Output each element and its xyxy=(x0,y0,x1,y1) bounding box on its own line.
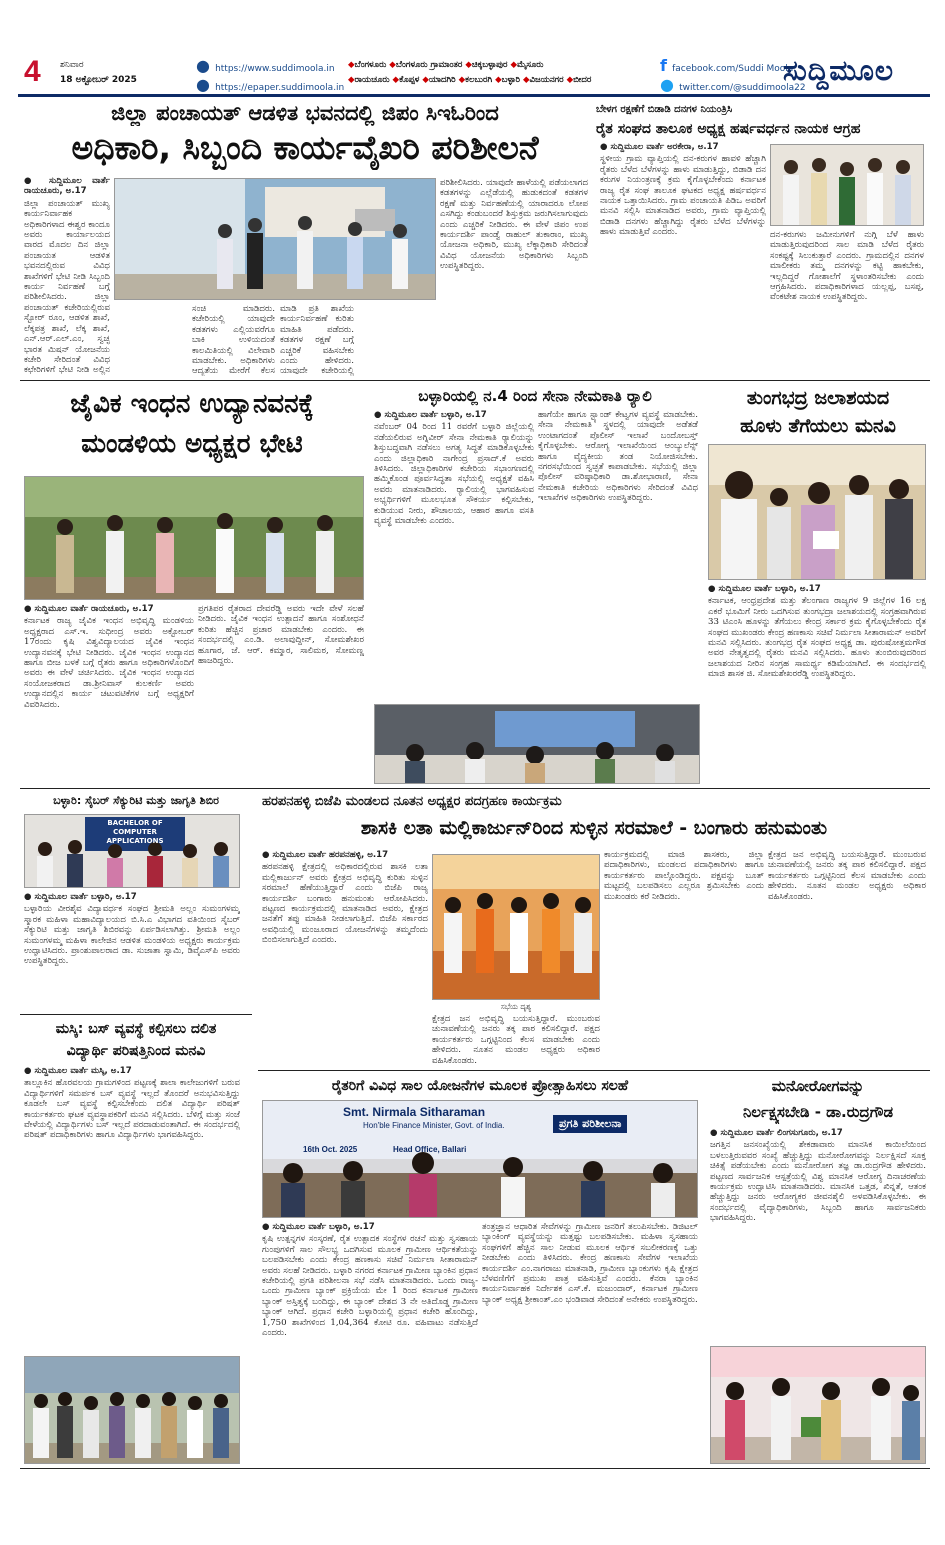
city-link-a-3[interactable]: ಮೈಸೂರು xyxy=(517,60,544,70)
dateline-label: ● ಸುದ್ದಿಮೂಲ ವಾರ್ತೆ xyxy=(24,176,110,186)
story2-col2: ದನ-ಕರುಗಳು ಜಮೀನುಗಳಿಗೆ ನುಗ್ಗಿ ಬೆಳೆ ಹಾಳು ಮಾಡುತ್ತಿರುವುದರಿಂದ ಸಾಲ ಮಾಡಿ ಬೆಳೆದ ರೈತರು ಸಂಕಷ್ಟಕ್ಕೆ ಸಿಲುಕುತ್ತಾರೆ ಎಂದರು. ಗ್ರಾಮದಲ್ಲಿನ ದನಗಳ ಮಾಲೀಕರು ತಮ್ಮ ದನಗಳನ್ನು ಕಟ್ಟಿ ಹಾಕಬೇಕು, ಇಲ್ಲದಿದ್ದರೆ ಗೋಶಾಲೆಗೆ ಸ್ಥಳಾಂತರಿಸಬೇಕು ಎಂದು ಆಗ್ರಹಿಸಿದರು. ಪದಾಧಿಕಾರಿಗಳಾದ ಯಲ್ಲಪ್ಪ, ಬಸಪ್ಪ, ವೆಂಕಟೇಶ ನಾಯಕ ಉಪಸ್ಥಿತರಿದ್ದರು. xyxy=(770,230,924,303)
page-number: 4 xyxy=(24,55,41,88)
city-link-b-3[interactable]: ಕಲಬುರಗಿ xyxy=(465,75,496,85)
story1-col4: ಪರಿಶೀಲಿಸಿದರು. ಯಾವುದೇ ಹಾಳೆಯಲ್ಲಿ ಪಡೆಯಲಾಗದ ಕಡತಗಳನ್ನು ಎಲ್ಲೆಡೆಯಲ್ಲಿ ಹುಡುಕದಂತೆ ಕಡತಗಳ ರಕ್ಷಣೆ ಮತ್ತು ನಿರ್ವಹಣೆಯಲ್ಲಿ ಯಾರಾದರೂ ಲೋಪ ಎಸಗಿದ್ದು ಕಂಡುಬಂದರೆ ಶಿಸ್ತುಕ್ರಮ ಜರುಗಿಸಲಾಗುವುದು ಎಂದು ಎಚ್ಚರಿಕೆ ನೀಡಿದರು. ಈ ವೇಳೆ ಜಿಪಂ ಉಪ ಕಾರ್ಯದರ್ಶಿ ಪಾಂಡ್ವೆ ರಾಹುಲ್ ತುಕಾರಾಂ, ಮುಖ್ಯ ಯೋಜನಾ ಅಧಿಕಾರಿ, ಮುಖ್ಯ ಲೆಕ್ಕಾಧಿಕಾರಿ ಸೇರಿದಂತೆ ವಿವಿಧ ಯೋಜನೆಯ ಅಧಿಕಾರಿಗಳು ಸಿಬ್ಬಂದಿ ಉಪಸ್ಥಿತರಿದ್ದರು. xyxy=(440,178,588,272)
city-link-b-4[interactable]: ಬಳ್ಳಾರಿ xyxy=(501,75,523,85)
twitter-icon: ● xyxy=(660,75,674,94)
story4-col2: ಹಾಗೆಯೇ ಹಾಗೂ ಸ್ಟ್ಯಾಂಡ್ ಕೇಟ್ವಗಳ ವ್ಯವಸ್ಥೆ ಮಾಡಬೇಕು. ಸೇನಾ ನೇಮಕಾತಿ ಸ್ಥಳದಲ್ಲಿ ಯಾವುದೇ ಅಡೆತಡೆ ಉಂಟಾಗದಂತೆ ಪೊಲೀಸ್ ಇಲಾಖೆ ಬಂದೋಬಸ್ತ್ ಕೈಗೊಳ್ಳಬೇಕು. ಆರೋಗ್ಯ ಇಲಾಖೆಯಿಂದ ಆಂಬ್ಯುಲೆನ್ಸ್ ಹಾಗೂ ವೈದ್ಯಕೀಯ ತಂಡ ನಿಯೋಜಿಸಬೇಕು. ನಗರಸಭೆಯಿಂದ ಸ್ವಚ್ಛತೆ ಕಾಪಾಡಬೇಕು. ಸಭೆಯಲ್ಲಿ ಜಿಲ್ಲಾ ಪೊಲೀಸ್ ವರಿಷ್ಠಾಧಿಕಾರಿ ಡಾ.ಶೋಭಾರಾಣಿ, ಸೇನಾ ನೇಮಕಾತಿ ಕಚೇರಿಯ ಅಧಿಕಾರಿಗಳು ಸೇರಿದಂತೆ ವಿವಿಧ ಇಲಾಖೆಗಳ ಅಧಿಕಾರಿಗಳು ಉಪಸ್ಥಿತರಿದ್ದರು. xyxy=(538,410,698,504)
story3-dateline: ರಾಯಚೂರು, ಅ.17 xyxy=(90,604,154,614)
story5-photo xyxy=(708,444,926,580)
story5-headline-line2: ಹೂಳು ತೆಗೆಯಲು ಮನವಿ xyxy=(740,415,896,437)
story10-dateline: ಲಿಂಗಸುಗೂರು, ಅ.17 xyxy=(776,1128,843,1138)
story1-col2: ಸಂಚಿ ಮಾಡಿದರು. ಕಚೇರಿಯಲ್ಲಿ ಯಾವುದೇ ಕಡತಗಳು ಎಲ್ಲಿಯವರೆಗೂ ಬಾಕಿ ಉಳಿಯದಂತೆ ಕಾಲಮಿತಿಯಲ್ಲಿ ವಿಲೇವಾರಿ ಮಾಡಬೇಕು. ಅಧಿಕಾರಿಗಳು ಆದ್ಯತೆಯ ಮೇರೆಗೆ ಕೆಲಸ xyxy=(192,304,275,376)
story10-headline-line1: ಮನೋರೋಗವನ್ನು xyxy=(771,1077,865,1095)
site-link[interactable]: https://www.suddimoola.in xyxy=(215,64,335,74)
facebook-link[interactable]: facebook.com/Suddi Moola xyxy=(672,64,794,74)
issue-date: 18 ಅಕ್ಟೋಬರ್ 2025 xyxy=(60,75,137,85)
story1-photo xyxy=(114,178,436,300)
twitter-link[interactable]: twitter.com/@suddimoola22 xyxy=(679,83,806,93)
city-bullet-icon: ◆ xyxy=(389,60,396,70)
story2-kicker: ಬೇಳಗ ರಕ್ಷಣೆಗೆ ಬಿಡಾಡಿ ದನಗಳ ನಿಯಂತ್ರಿಸಿ xyxy=(596,104,733,115)
city-bullet-icon: ◆ xyxy=(510,60,518,70)
story10-photo xyxy=(710,1346,926,1464)
story9-banner-office: Head Office, Ballari xyxy=(393,1145,467,1154)
city-nav xyxy=(348,58,678,88)
story7-photo xyxy=(24,1356,240,1464)
story8-headline: ಶಾಸಕಿ ಲತಾ ಮಲ್ಲಿಕಾರ್ಜುನ್‌ರಿಂದ ಸುಳ್ಳಿನ ಸರಮಾಲೆ - ಬಂಗಾರು ಹನುಮಂತು xyxy=(360,817,828,839)
story6-photo xyxy=(24,814,240,888)
story1-col1: ಜಿಲ್ಲಾ ಪಂಚಾಯತ್ ಮುಖ್ಯ ಕಾರ್ಯನಿರ್ವಾಹಕ ಅಧಿಕಾರಿಗಳಾದ ಈಶ್ವರ ಕಾಂದೂ ಅವರು ಕಾರ್ಯಾಲಯದ ವಾರದ ಮೊದಲ ದಿನ ಜಿಲ್ಲಾ ಪಂಚಾಯತ ಆಡಳಿತ ಭವನದಲ್ಲಿರುವ ವಿವಿಧ ಶಾಖೆಗಳಿಗೆ ಭೇಟಿ ನೀಡಿ ಸಿಬ್ಬಂದಿ ಕಾರ್ಯ ನಿರ್ವಹಣೆ ಬಗ್ಗೆ ಪರಿಶೀಲಿಸಿದರು. ಜಿಲ್ಲಾ ಪಂಚಾಯತ್ ಕಚೇರಿಯಲ್ಲಿರುವ ಸ್ಟೋರ್ ರೂಂ, ಆಡಳಿತ ಶಾಖೆ, ಲೆಕ್ಕಪತ್ರ ಶಾಖೆ, ಲೆಕ್ಕ ಶಾಖೆ, ಎನ್.ಆರ್.ಎಲ್.ಎಂ, ಸ್ವಚ್ಛ ಭಾರತ ಮಿಷನ್ ಯೋಜನೆಯ ಕಚೇರಿ ಸೇರಿದಂತೆ ವಿವಿಧ ಕಛೇರಿಗಳಿಗೆ ಭೇಟಿ ನೀಡಿ ಅಲ್ಲಿನ xyxy=(24,198,110,376)
story6-dateline: ಬಳ್ಳಾರಿ, ಅ.17 xyxy=(90,892,137,902)
story9-dateline: ಬಳ್ಳಾರಿ, ಅ.17 xyxy=(328,1222,375,1232)
city-link-b-1[interactable]: ಕೊಪ್ಪಳ xyxy=(399,75,423,85)
story8-col2: ಕ್ಷೇತ್ರದ ಜನ ಅಭಿವೃದ್ಧಿ ಬಯಸುತ್ತಿದ್ದಾರೆ. ಮುಂಬರುವ ಚುನಾವಣೆಯಲ್ಲಿ ಜನರು ತಕ್ಕ ಪಾಠ ಕಲಿಸಲಿದ್ದಾರೆ. ಪಕ್ಷದ ಕಾರ್ಯಕರ್ತರು ಒಗ್ಗಟ್ಟಿನಿಂದ ಕೆಲಸ ಮಾಡಬೇಕು ಎಂದು ಹೇಳಿದರು. ನೂತನ ಮಂಡಲ ಅಧ್ಯಕ್ಷರು ಅಧಿಕಾರ ವಹಿಸಿಕೊಂಡರು. xyxy=(432,1014,600,1066)
city-link-b-6[interactable]: ಬೀದರ xyxy=(573,75,592,85)
story7-headline-line2: ವಿದ್ಯಾರ್ಥಿ ಪರಿಷತ್ತಿನಿಂದ ಮನವಿ xyxy=(66,1043,206,1059)
story9-banner-title: Hon'ble Finance Minister, Govt. of India. xyxy=(363,1121,505,1130)
story8-col3: ಕಾರ್ಯಕ್ರಮದಲ್ಲಿ ಮಾಜಿ ಶಾಸಕರು, ಜಿಲ್ಲಾ ಪದಾಧಿಕಾರಿಗಳು, ಮಂಡಲದ ಪದಾಧಿಕಾರಿಗಳು ಹಾಗೂ ಕಾರ್ಯಕರ್ತರು ಪಾಲ್ಗೊಂಡಿದ್ದರು. ಪಕ್ಷವನ್ನು ಬೂತ್ ಮಟ್ಟದಲ್ಲಿ ಬಲಪಡಿಸಲು ಎಲ್ಲರೂ ಶ್ರಮಿಸಬೇಕು ಎಂದು ಮುಖಂಡರು ಕರೆ ನೀಡಿದರು. xyxy=(604,850,764,902)
story3-headline-line2: ಮಂಡಳಿಯ ಅಧ್ಯಕ್ಷರ ಭೇಟಿ xyxy=(81,429,303,459)
city-bullet-icon: ◆ xyxy=(392,75,400,85)
city-link-a-2[interactable]: ಚಿಕ್ಕಬಳ್ಳಾಪುರ xyxy=(471,60,511,70)
story2-headline: ರೈತ ಸಂಘದ ತಾಲೂಕ ಅಧ್ಯಕ್ಷ ಹರ್ಷವರ್ಧನ ನಾಯಕ ಆಗ್ರಹ xyxy=(596,121,861,137)
story10-col1: ಜಗತ್ತಿನ ಜನಸಂಖ್ಯೆಯಲ್ಲಿ ಶೇಕಡಾವಾರು ಮಾನಸಿಕ ಕಾಯಿಲೆಯಿಂದ ಬಳಲುತ್ತಿರುವವರ ಸಂಖ್ಯೆ ಹೆಚ್ಚುತ್ತಿದ್ದು ಮನೋರೋಗವನ್ನು ನಿರ್ಲಕ್ಷಿಸದೆ ಸೂಕ್ತ ಚಿಕಿತ್ಸೆ ಪಡೆಯಬೇಕು ಎಂದು ಮನೋರೋಗ ತಜ್ಞ ಡಾ.ರುದ್ರಗೌಡ ಹೇಳಿದರು. ಪಟ್ಟಣದ ಸಾರ್ವಜನಿಕ ಆಸ್ಪತ್ರೆಯಲ್ಲಿ ವಿಶ್ವ ಮಾನಸಿಕ ಆರೋಗ್ಯ ದಿನಾಚರಣೆಯ ಕಾರ್ಯಕ್ರಮ ಉದ್ಘಾಟಿಸಿ ಮಾತನಾಡಿದರು. ಮಾನಸಿಕ ಒತ್ತಡ, ಖಿನ್ನತೆ, ಆತಂಕ ಹೆಚ್ಚುತ್ತಿದ್ದು ಜನರು ಆರೋಗ್ಯಕರ ಜೀವನಶೈಲಿ ಅಳವಡಿಸಿಕೊಳ್ಳಬೇಕು. ಈ ಸಂದರ್ಭದಲ್ಲಿ ವೈದ್ಯಾಧಿಕಾರಿಗಳು, ಸಿಬ್ಬಂದಿ ಹಾಗೂ ಸಾರ್ವಜನಿಕರು ಭಾಗವಹಿಸಿದ್ದರು. xyxy=(710,1140,926,1224)
story3-col1: ಕರ್ನಾಟಕ ರಾಜ್ಯ ಜೈವಿಕ ಇಂಧನ ಅಭಿವೃದ್ಧಿ ಮಂಡಳಿಯ ಅಧ್ಯಕ್ಷರಾದ ಎಸ್.ಇ. ಸುಧೀಂದ್ರ ಅವರು ಅಕ್ಟೋಬರ್ 17ರಂದು ಕೃಷಿ ವಿಶ್ವವಿದ್ಯಾಲಯದ ಜೈವಿಕ ಇಂಧನ ಉದ್ಯಾನವನಕ್ಕೆ ಭೇಟಿ ನೀಡಿದರು. ಜೈವಿಕ ಇಂಧನ ಉದ್ಯಾನದ ಹಾಗೂ ಬೀಜ ಬಳಕೆ ಬಗ್ಗೆ ರೈತರು ಹಾಗೂ ಅಧಿಕಾರಿಗಳೊಂದಿಗೆ ಅವರು ಈ ವೇಳೆ ಚರ್ಚಿಸಿದರು. ಜೈವಿಕ ಇಂಧನ ಉದ್ಯಾನದ ಸಂಯೋಜಕರಾದ ಡಾ.ಶ್ರೀನಿವಾಸ್ ಕುಲಕರ್ಣಿ ಅವರು ಉದ್ಯಾನದಲ್ಲಿನ ಕಾರ್ಯ ಚಟುವಟಿಕೆಗಳ ಬಗ್ಗೆ ಅಧ್ಯಕ್ಷರಿಗೆ ವಿವರಿಸಿದರು. xyxy=(24,616,194,710)
story6-banner-text: BACHELOR OF COMPUTER APPLICATIONS xyxy=(106,819,164,845)
story9-photo xyxy=(262,1100,698,1218)
story2-photo xyxy=(770,144,924,226)
story2-col1: ಸ್ಥಳೀಯ ಗ್ರಾಮ ವ್ಯಾಪ್ತಿಯಲ್ಲಿ ದನ-ಕರುಗಳ ಹಾವಳಿ ಹೆಚ್ಚಾಗಿ ರೈತರು ಬೆಳೆದ ಬೆಳೆಗಳನ್ನು ಹಾಳು ಮಾಡುತ್ತಿದ್ದು, ಬಿಡಾಡಿ ದನ ಕರುಗಳ ನಿಯಂತ್ರಣಕ್ಕೆ ಕ್ರಮ ಕೈಗೊಳ್ಳಬೇಕೆಂದು ಕರ್ನಾಟಕ ರಾಜ್ಯ ರೈತ ಸಂಘ ತಾಲೂಕ ಘಟಕದ ಅಧ್ಯಕ್ಷ ಹರ್ಷವರ್ಧನ ನಾಯಕ ಒತ್ತಾಯಿಸಿದರು. ಗ್ರಾಮ ಪಂಚಾಯತಿ ಪಿಡಿಒ ಅವರಿಗೆ ಮನವಿ ಸಲ್ಲಿಸಿ ಮಾತನಾಡಿದ ಅವರು, ಗ್ರಾಮ ವ್ಯಾಪ್ತಿಯಲ್ಲಿ ಬಿಡಾಡಿ ದನಗಳು ಹೆಚ್ಚಾಗಿದ್ದು ರೈತರು ಬೆಳೆದ ಬೆಳೆಗಳನ್ನು ಹಾಳು ಮಾಡುತ್ತಿವೆ ಎಂದರು. xyxy=(600,154,766,238)
story4-headline: ಬಳ್ಳಾರಿಯಲ್ಲಿ ನ.4 ರಿಂದ ಸೇನಾ ನೇಮಕಾತಿ ರ್‍ಯಾಲಿ xyxy=(418,387,652,405)
globe-icon: ● xyxy=(196,56,210,75)
story6-col1: ಬಳ್ಳಾರಿಯ ವೀರಶೈವ ವಿದ್ಯಾವರ್ಧಕ ಸಂಘದ ಶ್ರೀಮತಿ ಅಲ್ಲಂ ಸುಮಂಗಳಮ್ಮ ಸ್ಮಾರಕ ಮಹಿಳಾ ಮಹಾವಿದ್ಯಾಲಯದ ಬಿ.ಸಿ.ಎ ವಿಭಾಗದ ವತಿಯಿಂದ ಸೈಬರ್ ಸೆಕ್ಯುರಿಟಿ ಮತ್ತು ಜಾಗೃತಿ ಶಿಬಿರವನ್ನು ಏರ್ಪಡಿಸಲಾಗಿತ್ತು. ಶ್ರೀಮತಿ ಅಲ್ಲಂ ಸುಮಂಗಳಮ್ಮ ಮಹಿಳಾ ಕಾಲೇಜಿನ ಆಡಳಿತ ಮಂಡಳಿಯ ಅಧ್ಯಕ್ಷರು ಕಾರ್ಯಕ್ರಮ ಉದ್ಘಾಟಿಸಿದರು. ಪ್ರಾಂಶುಪಾಲರಾದ ಡಾ. ಸುಜಾತಾ ಸ್ವಾಮಿ, ಡಿವೈಎಸ್‌ಪಿ ಅವರು ಉಪಸ್ಥಿತರಿದ್ದರು. xyxy=(24,904,240,967)
facebook-icon: f xyxy=(660,56,667,75)
story7-dateline: ಮಸ್ಕಿ, ಅ.17 xyxy=(90,1066,132,1076)
story1-col3: ಮಾಡಿ ಪ್ರತಿ ಶಾಖೆಯ ಕಾರ್ಯನಿರ್ವಹಣೆ ಕುರಿತು ಮಾಹಿತಿ ಪಡೆದರು. ಕಡತಗಳ ರಕ್ಷಣೆ ಬಗ್ಗೆ ಎಚ್ಚರಿಕೆ ವಹಿಸಬೇಕು ಎಂದು ಹೇಳಿದರು. ಯಾವುದೇ ಕಚೇರಿಯಲ್ಲಿ xyxy=(280,304,354,376)
city-bullet-icon: ◆ xyxy=(522,75,530,85)
story7-headline-line1: ಮಸ್ಕಿ: ಬಸ್ ವ್ಯವಸ್ಥೆ ಕಲ್ಪಿಸಲು ದಲಿತ xyxy=(55,1021,217,1037)
story8-photo xyxy=(432,854,600,1000)
city-bullet-icon: ◆ xyxy=(458,75,466,85)
city-link-b-2[interactable]: ಯಾದಗಿರಿ xyxy=(428,75,459,85)
story9-banner-date: 16th Oct. 2025 xyxy=(303,1145,358,1154)
story8-dateline: ಹರಪನಹಳ್ಳಿ, ಅ.17 xyxy=(328,850,389,860)
story1-kicker: ಜಿಲ್ಲಾ ಪಂಚಾಯತ್ ಆಡಳಿತ ಭವನದಲ್ಲಿ ಜಿಪಂ ಸಿಇಓರಿಂದ xyxy=(111,101,499,125)
story1-headline: ಅಧಿಕಾರಿ, ಸಿಬ್ಬಂದಿ ಕಾರ್ಯವೈಖರಿ ಪರಿಶೀಲನೆ xyxy=(71,128,539,167)
city-bullet-icon: ◆ xyxy=(348,60,355,70)
story8-col3b: ಕ್ಷೇತ್ರದ ಜನ ಅಭಿವೃದ್ಧಿ ಬಯಸುತ್ತಿದ್ದಾರೆ. ಮುಂಬರುವ ಚುನಾವಣೆಯಲ್ಲಿ ಜನರು ತಕ್ಕ ಪಾಠ ಕಲಿಸಲಿದ್ದಾರೆ. ಪಕ್ಷದ ಕಾರ್ಯಕರ್ತರು ಒಗ್ಗಟ್ಟಿನಿಂದ ಕೆಲಸ ಮಾಡಬೇಕು ಎಂದು ಹೇಳಿದರು. ನೂತನ ಮಂಡಲ ಅಧ್ಯಕ್ಷರು ಅಧಿಕಾರ ವಹಿಸಿಕೊಂಡರು. xyxy=(768,850,926,902)
story2-dateline: ಅರಕೇರಾ, ಅ.17 xyxy=(666,142,719,152)
story4-dateline: ಬಳ್ಳಾರಿ, ಅ.17 xyxy=(440,410,487,420)
issue-day: ಶನಿವಾರ xyxy=(60,60,84,70)
story9-col2: ತಂತ್ರಜ್ಞಾನ ಆಧಾರಿತ ಸೇವೆಗಳನ್ನು ಗ್ರಾಮೀಣ ಜನರಿಗೆ ತಲುಪಿಸಬೇಕು. ಡಿಜಿಟಲ್ ಬ್ಯಾಂಕಿಂಗ್ ವ್ಯವಸ್ಥೆಯನ್ನು ಮತ್ತಷ್ಟು ಬಲಪಡಿಸಬೇಕು. ಮಹಿಳಾ ಸ್ವಸಹಾಯ ಸಂಘಗಳಿಗೆ ಹೆಚ್ಚಿನ ಸಾಲ ನೀಡುವ ಮೂಲಕ ಆರ್ಥಿಕ ಸಬಲೀಕರಣಕ್ಕೆ ಒತ್ತು ನೀಡಬೇಕು ಎಂದು ತಿಳಿಸಿದರು. ಕೇಂದ್ರ ಹಣಕಾಸು ಸೇವೆಗಳ ಇಲಾಖೆಯ ಕಾರ್ಯದರ್ಶಿ ಎಂ.ನಾಗರಾಜು ಮಾತನಾಡಿ, ಗ್ರಾಮೀಣ ಬ್ಯಾಂಕುಗಳು ಕೃಷಿ ಕ್ಷೇತ್ರದ ಬೆಳವಣಿಗೆಗೆ ಪ್ರಮುಖ ಪಾತ್ರ ವಹಿಸುತ್ತಿವೆ ಎಂದರು. ಕೆನರಾ ಬ್ಯಾಂಕಿನ ಕಾರ್ಯನಿರ್ವಾಹಕ ನಿರ್ದೇಶಕ ಎಸ್.ಕೆ. ಮಜುಂದಾರ್, ಕರ್ನಾಟಕ ಗ್ರಾಮೀಣ ಬ್ಯಾಂಕ್ ಅಧ್ಯಕ್ಷ ಶ್ರೀಕಾಂತ್.ಎಂ ಭಂಡಿವಾಡ ಸೇರಿದಂತೆ ಅನೇಕರು ಉಪಸ್ಥಿತರಿದ್ದರು. xyxy=(482,1222,698,1305)
city-bullet-icon: ◆ xyxy=(348,75,355,85)
story8-kicker: ಹರಪನಹಳ್ಳಿ ಬಿಜೆಪಿ ಮಂಡಲದ ನೂತನ ಅಧ್ಯಕ್ಷರ ಪದಗ್ರಹಣ ಕಾರ್ಯಕ್ರಮ xyxy=(262,794,562,809)
story9-headline: ರೈತರಿಗೆ ವಿವಿಧ ಸಾಲ ಯೋಜನೆಗಳ ಮೂಲಕ ಪ್ರೋತ್ಸಾಹಿಸಲು ಸಲಹೆ xyxy=(331,1078,629,1094)
masthead xyxy=(18,56,930,92)
story4-col1: ನವೆಂಬರ್ 04 ರಿಂದ 11 ರವರೆಗೆ ಬಳ್ಳಾರಿ ಜಿಲ್ಲೆಯಲ್ಲಿ ನಡೆಯಲಿರುವ ಅಗ್ನಿವೀರ್ ಸೇನಾ ನೇಮಕಾತಿ ರ್‍ಯಾಲಿಯನ್ನು ಶಿಸ್ತುಬದ್ಧವಾಗಿ ನಡೆಸಲು ಅಗತ್ಯ ಸಿದ್ಧತೆ ಮಾಡಿಕೊಳ್ಳಬೇಕು ಎಂದು ಜಿಲ್ಲಾಧಿಕಾರಿ ನಾಗೇಂದ್ರ ಪ್ರಸಾದ್.ಕೆ ಅವರು ತಿಳಿಸಿದರು. ಜಿಲ್ಲಾಧಿಕಾರಿಗಳ ಕಚೇರಿಯ ಸಭಾಂಗಣದಲ್ಲಿ ಹಮ್ಮಿಕೊಂಡ ಪೂರ್ವಸಿದ್ಧತಾ ಸಭೆಯಲ್ಲಿ ಅಧ್ಯಕ್ಷತೆ ವಹಿಸಿ ಅವರು ಮಾತನಾಡಿದರು. ರ್‍ಯಾಲಿಯಲ್ಲಿ ಭಾಗವಹಿಸುವ ಅಭ್ಯರ್ಥಿಗಳಿಗೆ ಮೂಲಭೂತ ಸೌಕರ್ಯ ಕಲ್ಪಿಸಬೇಕು, ಕುಡಿಯುವ ನೀರು, ಶೌಚಾಲಯ, ಆಹಾರ ಹಾಗೂ ವಸತಿ ವ್ಯವಸ್ಥೆ ಮಾಡಬೇಕು ಎಂದರು. xyxy=(374,422,534,527)
epaper-link[interactable]: https://epaper.suddimoola.in xyxy=(215,83,345,93)
story3-col2: ಪ್ರಗತಿಪರ ರೈತರಾದ ದೇವರೆಡ್ಡಿ ಅವರು ಇದೇ ವೇಳೆ ಸಲಹೆ ನೀಡಿದರು. ಜೈವಿಕ ಇಂಧನ ಉತ್ಪಾದನೆ ಹಾಗೂ ಸಂಶೋಧನೆ ಕುರಿತು ಹೆಚ್ಚಿನ ಪ್ರಚಾರ ಮಾಡಬೇಕು ಎಂದರು. ಈ ಸಂದರ್ಭದಲ್ಲಿ ಎಂ.ಡಿ. ಅಲಾವುದ್ದೀನ್, ಸೋಮಶೇಖರ ಹೂಗಾರ, ಜೆ. ಆರ್. ಕಮ್ಮಾರ, ಸಾಲಿಮಠ, ಸೋಮಣ್ಣ ಹಾಜರಿದ್ದರು. xyxy=(198,604,364,667)
globe-icon: ● xyxy=(196,75,210,94)
story3-photo xyxy=(24,476,364,600)
story8-photo-caption: ಸಭೆಯ ದೃಶ್ಯ xyxy=(500,1002,532,1011)
story4-photo xyxy=(374,704,700,784)
story9-banner-kn: ಪ್ರಗತಿ ಪರಿಶೀಲನಾ xyxy=(553,1115,627,1133)
story10-headline-line2: ನಿರ್ಲಕ್ಷ್ಯಸಬೇಡಿ - ಡಾ.ರುದ್ರಗೌಡ xyxy=(742,1103,894,1121)
story5-headline-line1: ತುಂಗಭದ್ರ ಜಲಾಶಯದ xyxy=(746,387,890,409)
brand-logo: ಸುದ್ದಿಮೂಲ xyxy=(783,54,895,87)
city-bullet-icon: ◆ xyxy=(465,60,472,70)
city-bullet-icon: ◆ xyxy=(566,75,574,85)
city-link-b-5[interactable]: ವಿಜಯನಗರ xyxy=(529,75,567,85)
city-link-a-0[interactable]: ಬೆಂಗಳೂರು xyxy=(354,60,390,70)
city-link-a-1[interactable]: ಬೆಂಗಳೂರು ಗ್ರಾಮಾಂತರ xyxy=(395,60,466,70)
story5-col1: ಕರ್ನಾಟಕ, ಆಂಧ್ರಪ್ರದೇಶ ಮತ್ತು ತೆಲಂಗಾಣ ರಾಜ್ಯಗಳ 9 ಜಿಲ್ಲೆಗಳ 16 ಲಕ್ಷ ಎಕರೆ ಭೂಮಿಗೆ ನೀರು ಒದಗಿಸುವ ತುಂಗಭದ್ರಾ ಜಲಾಶಯದಲ್ಲಿ ಸಂಗ್ರಹವಾಗಿರುವ 33 ಟಿಎಂಸಿ ಹೂಳನ್ನು ತೆಗೆಯಲು ಕೇಂದ್ರ ಸರ್ಕಾರ ಕ್ರಮ ಕೈಗೊಳ್ಳಬೇಕೆಂದು ರೈತ ಸಂಘದ ಮುಖಂಡರು ಕೇಂದ್ರ ಹಣಕಾಸು ಸಚಿವೆ ನಿರ್ಮಲಾ ಸೀತಾರಾಮನ್ ಅವರಿಗೆ ಮನವಿ ಸಲ್ಲಿಸಿದರು. ತುಂಗಭದ್ರ ರೈತ ಸಂಘದ ಅಧ್ಯಕ್ಷ ಡಾ. ಪುರುಷೋತ್ತಮಗೌಡ ಅವರ ನೇತೃತ್ವದಲ್ಲಿ ರೈತರು ಮನವಿ ಸಲ್ಲಿಸಿದರು. ಹೂಳು ತುಂಬಿರುವುದರಿಂದ ಜಲಾಶಯದ ನೀರಿನ ಸಂಗ್ರಹ ಸಾಮರ್ಥ್ಯ ಕಡಿಮೆಯಾಗಿದೆ. ಈ ಸಂದರ್ಭದಲ್ಲಿ ಮಾಜಿ ಶಾಸಕ ಜಿ. ಸೋಮಶೇಖರರೆಡ್ಡಿ ಉಪಸ್ಥಿತರಿದ್ದರು. xyxy=(708,596,926,680)
story6-headline: ಬಳ್ಳಾರಿ: ಸೈಬರ್ ಸೆಕ್ಯುರಿಟಿ ಮತ್ತು ಜಾಗೃತಿ ಶಿಬಿರ xyxy=(53,794,219,807)
story9-col1: ಕೃಷಿ ಉತ್ಪನ್ನಗಳ ಸಂಸ್ಕರಣೆ, ರೈತ ಉತ್ಪಾದಕ ಸಂಸ್ಥೆಗಳ ರಚನೆ ಮತ್ತು ಸ್ವಸಹಾಯ ಗುಂಪುಗಳಿಗೆ ಸಾಲ ಸೌಲಭ್ಯ ಒದಗಿಸುವ ಮೂಲಕ ಗ್ರಾಮೀಣ ಆರ್ಥಿಕತೆಯನ್ನು ಬಲಪಡಿಸಬೇಕು ಎಂದು ಕೇಂದ್ರ ಹಣಕಾಸು ಸಚಿವೆ ನಿರ್ಮಲಾ ಸೀತಾರಾಮನ್ ಅವರು ಸಲಹೆ ನೀಡಿದರು. ಬಳ್ಳಾರಿ ನಗರದ ಕರ್ನಾಟಕ ಗ್ರಾಮೀಣ ಬ್ಯಾಂಕಿನ ಪ್ರಧಾನ ಕಚೇರಿಯಲ್ಲಿ ಪ್ರಗತಿ ಪರಿಶೀಲನಾ ಸಭೆ ನಡೆಸಿ ಮಾತನಾಡಿದರು. ಒಂದು ರಾಜ್ಯ-ಒಂದು ಗ್ರಾಮೀಣ ಬ್ಯಾಂಕ್ ಪ್ರಕ್ರಿಯೆಯ ಮೇ 1 ರಿಂದ ಕರ್ನಾಟಕ ಗ್ರಾಮೀಣ ಬ್ಯಾಂಕ್ ಅಸ್ತಿತ್ವಕ್ಕೆ ಬಂದಿದ್ದು, ಈ ಬ್ಯಾಂಕ್ ದೇಶದ 3 ನೇ ಅತಿದೊಡ್ಡ ಗ್ರಾಮೀಣ ಬ್ಯಾಂಕ್ ಆಗಿದೆ. ಪ್ರಧಾನ ಕಚೇರಿ ಬಳ್ಳಾರಿಯಲ್ಲಿ ಪ್ರಧಾನ ಕಚೇರಿ ಹೊಂದಿದ್ದು, 1,750 ಶಾಖೆಗಳಿಂದ 1,04,364 ಕೋಟಿ ರೂ. ವಹಿವಾಟು ನಡೆಸುತ್ತಿದೆ ಎಂದರು. xyxy=(262,1234,478,1339)
city-bullet-icon: ◆ xyxy=(495,75,502,85)
story8-col1: ಹರಪನಹಳ್ಳಿ ಕ್ಷೇತ್ರದಲ್ಲಿ ಅಧಿಕಾರದಲ್ಲಿರುವ ಶಾಸಕಿ ಲತಾ ಮಲ್ಲಿಕಾರ್ಜುನ್ ಅವರು ಕ್ಷೇತ್ರದ ಅಭಿವೃದ್ಧಿ ಕುರಿತು ಸುಳ್ಳಿನ ಸರಮಾಲೆ ಹೆಣೆಯುತ್ತಿದ್ದಾರೆ ಎಂದು ಬಿಜೆಪಿ ರಾಜ್ಯ ಕಾರ್ಯದರ್ಶಿ ಬಂಗಾರು ಹನುಮಂತು ಆರೋಪಿಸಿದರು. ಪಟ್ಟಣದ ಕಾರ್ಯಕ್ರಮದಲ್ಲಿ ಮಾತನಾಡಿದ ಅವರು, ಕ್ಷೇತ್ರದ ಜನತೆಗೆ ತಪ್ಪು ಮಾಹಿತಿ ನೀಡಲಾಗುತ್ತಿದೆ. ಬಿಜೆಪಿ ಸರ್ಕಾರದ ಅವಧಿಯಲ್ಲಿ ಮಂಜೂರಾದ ಯೋಜನೆಗಳನ್ನು ತಮ್ಮದೆಂದು ಬಿಂಬಿಸಲಾಗುತ್ತಿದೆ ಎಂದರು. xyxy=(262,862,428,946)
story9-banner-name: Smt. Nirmala Sitharaman xyxy=(343,1105,486,1119)
city-link-b-0[interactable]: ರಾಯಚೂರು xyxy=(354,75,393,85)
story3-headline-line1: ಜೈವಿಕ ಇಂಧನ ಉದ್ಯಾನವನಕ್ಕೆ xyxy=(70,389,314,419)
story5-dateline: ಬಳ್ಳಾರಿ, ಅ.17 xyxy=(774,584,821,594)
story7-col1: ತಾಲ್ಲೂಕಿನ ಹೊರವಲಯ ಗ್ರಾಮಗಳಿಂದ ಪಟ್ಟಣಕ್ಕೆ ಶಾಲಾ ಕಾಲೇಜುಗಳಿಗೆ ಬರುವ ವಿದ್ಯಾರ್ಥಿಗಳಿಗೆ ಸಮರ್ಪಕ ಬಸ್ ವ್ಯವಸ್ಥೆ ಇಲ್ಲದೆ ತೊಂದರೆ ಅನುಭವಿಸುತ್ತಿದ್ದು ಕೂಡಲೇ ಬಸ್ ವ್ಯವಸ್ಥೆ ಕಲ್ಪಿಸಬೇಕೆಂದು ದಲಿತ ವಿದ್ಯಾರ್ಥಿ ಪರಿಷತ್ ಕಾರ್ಯಕರ್ತರು ಘಟಕ ವ್ಯವಸ್ಥಾಪಕರಿಗೆ ಮನವಿ ಸಲ್ಲಿಸಿದರು. ಬೆಳಿಗ್ಗೆ ಮತ್ತು ಸಂಜೆ ವೇಳೆಯಲ್ಲಿ ವಿದ್ಯಾರ್ಥಿಗಳು ಬಸ್ ಇಲ್ಲದೆ ಪರದಾಡುವಂತಾಗಿದೆ. ಈ ಸಂದರ್ಭದಲ್ಲಿ ಪರಿಷತ್ ಪದಾಧಿಕಾರಿಗಳು ಹಾಗೂ ವಿದ್ಯಾರ್ಥಿಗಳು ಭಾಗವಹಿಸಿದ್ದರು. xyxy=(24,1078,240,1141)
city-bullet-icon: ◆ xyxy=(422,75,429,85)
story1-dateline: ರಾಯಚೂರು, ಅ.17 xyxy=(24,186,87,197)
